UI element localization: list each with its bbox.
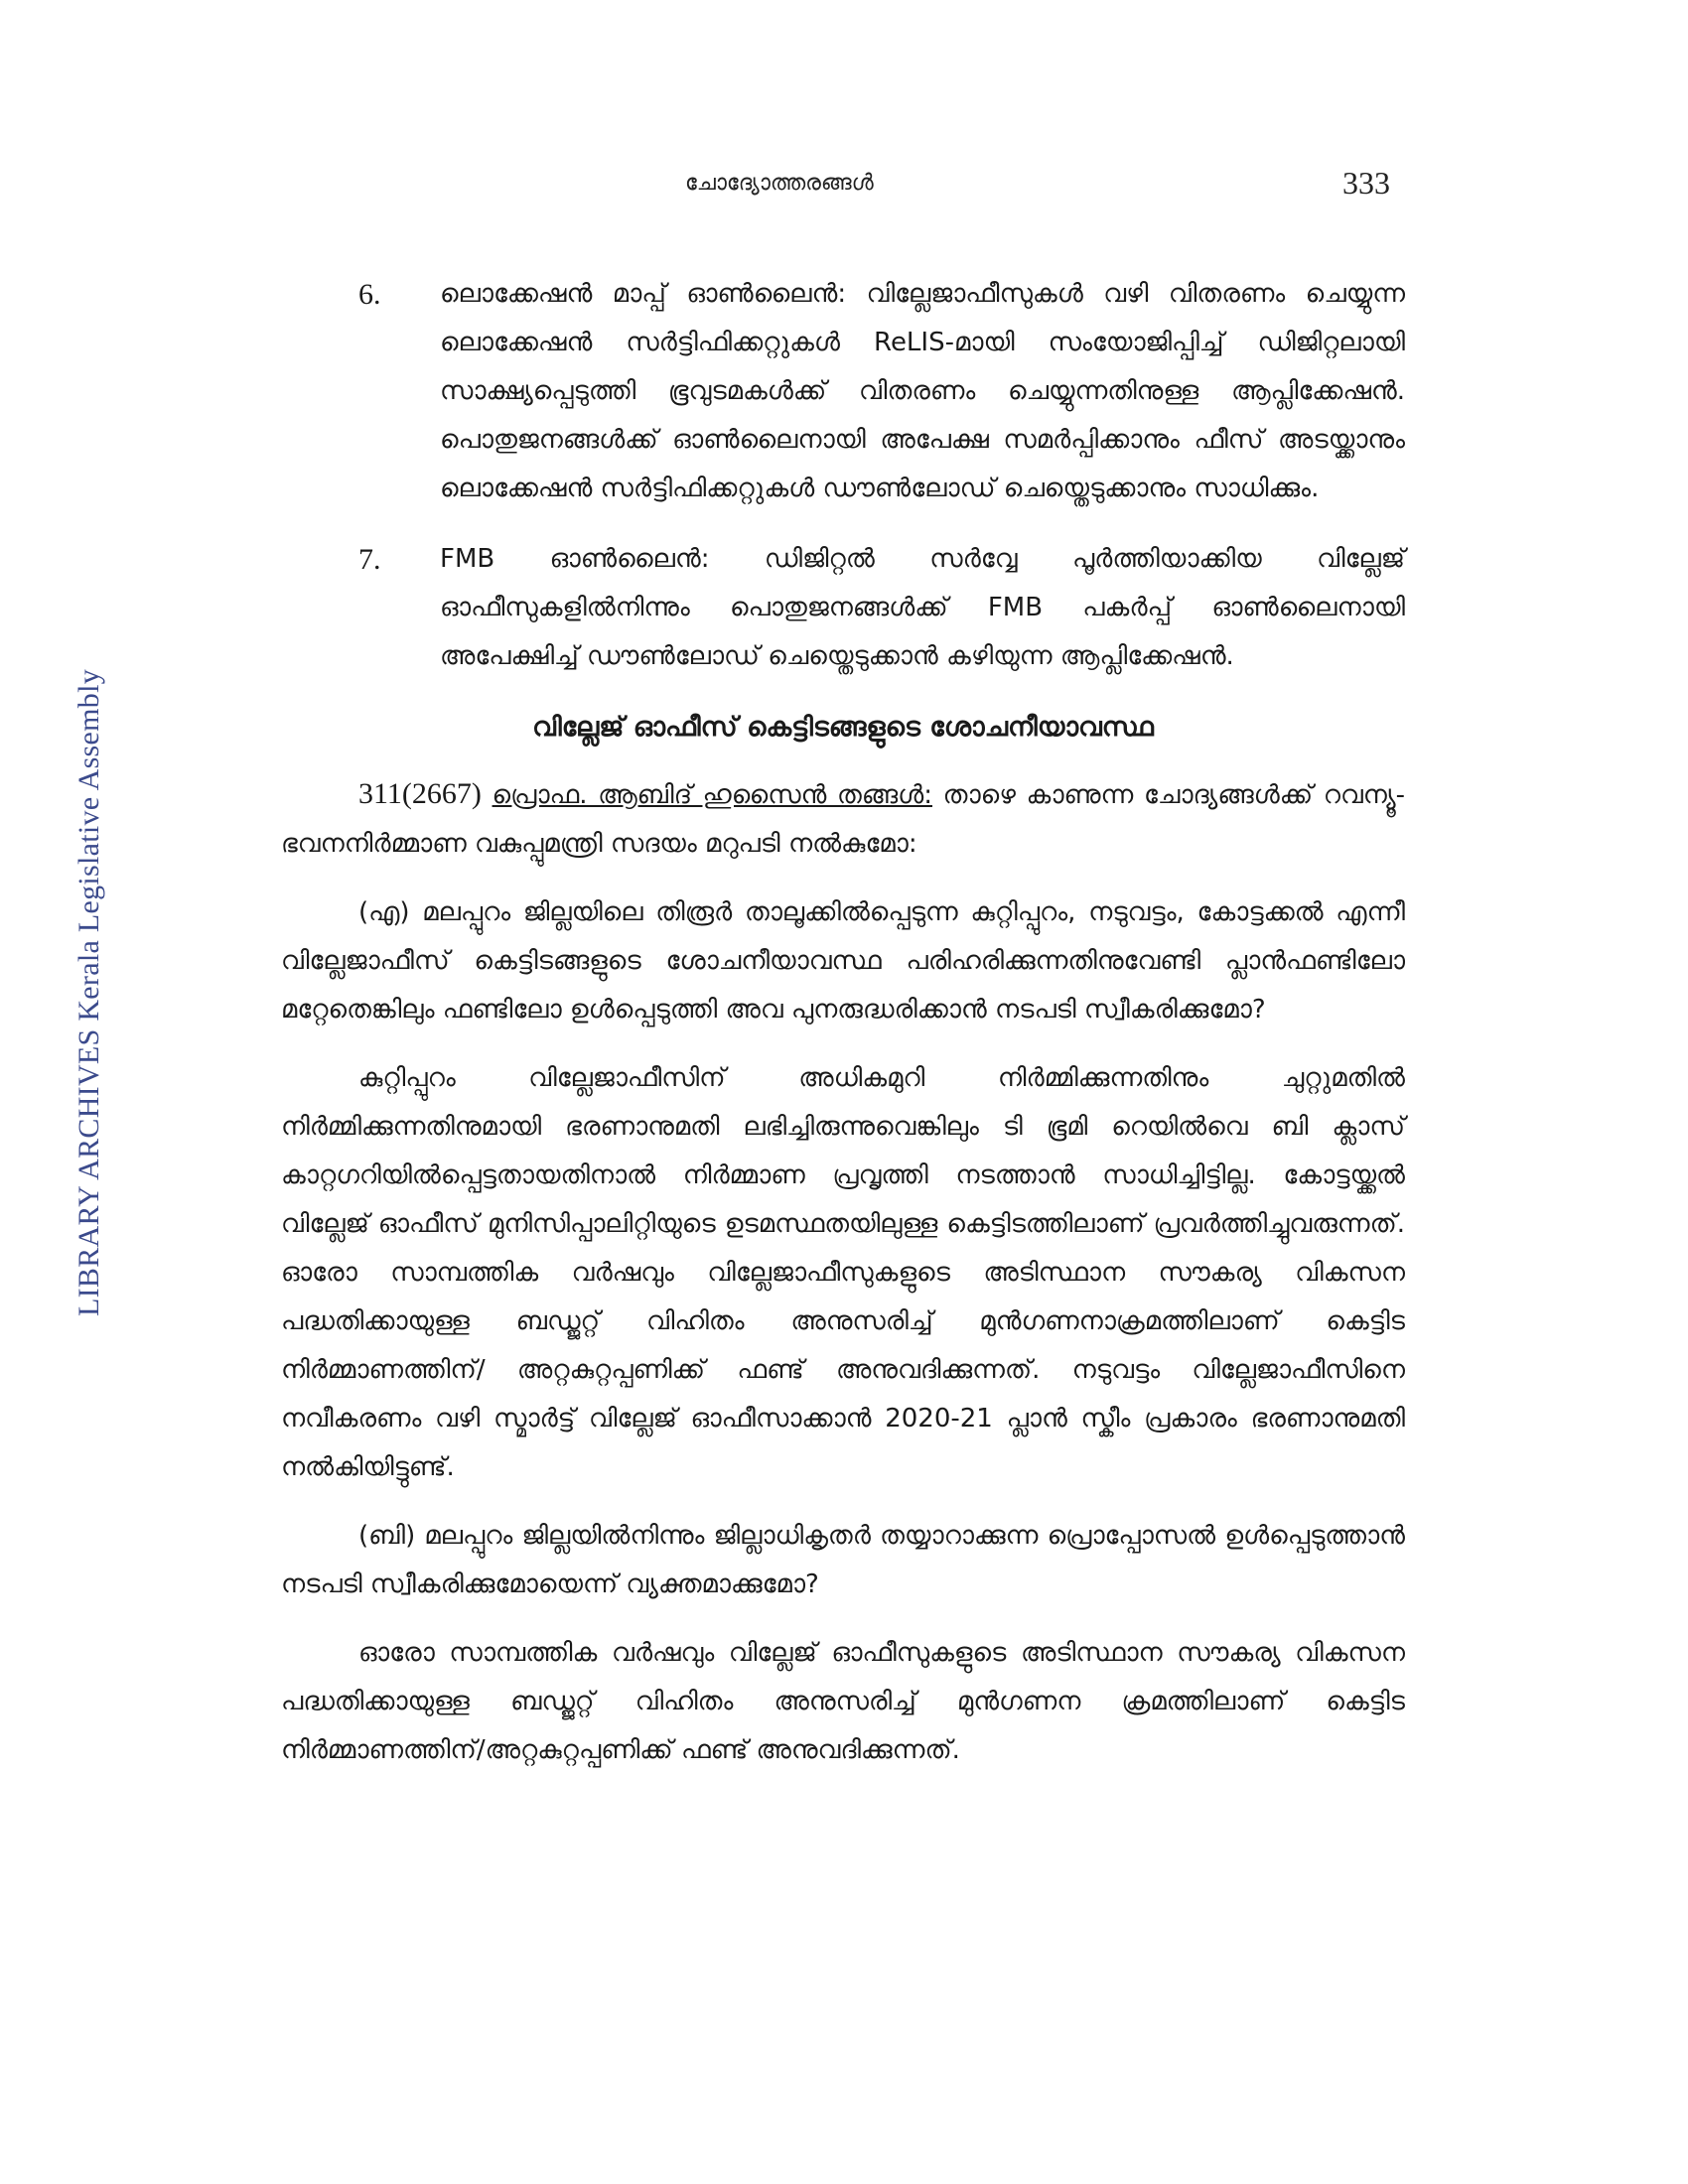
question-intro-text: താഴെ കാണുന്ന ചോദ്യങ്ങൾക്ക് റവന്യൂ-ഭവനനിർമ്മാണ വകുപ്പുമന്ത്രി സദയം മറുപടി നൽകുമോ: xyxy=(281,780,1406,859)
list-item-text: FMB ഓൺലൈൻ: ഡിജിറ്റൽ സർവ്വേ പൂർത്തിയാക്കിയ വില്ലേജ് ഓഫീസുകളിൽനിന്നും പൊതുജനങ്ങൾക്ക് FMB പകർപ്പ് ഓൺലൈനായി അപേക്ഷിച്ച് ഡൗൺലോഡ് ചെയ്തെടുക്കാൻ കഴിയുന്ന ആപ്ലിക്കേഷൻ. xyxy=(440,544,1405,671)
answer-part-a: കുറ്റിപ്പുറം വില്ലേജാഫീസിന് അധികമുറി നിർമ്മിക്കുന്നതിനും ചുറ്റുമതിൽ നിർമ്മിക്കുന്നതിനുമായി ഭരണാനുമതി ലഭിച്ചിരുന്നുവെങ്കിലും ടി ഭൂമി റെയിൽവെ ബി ക്ലാസ് കാറ്റഗറിയിൽപ്പെട്ടതായതിനാൽ നിർമ്മാണ പ്രവൃത്തി നടത്താൻ സാധിച്ചിട്ടില്ല. കോട്ടയ്ക്കൽ വില്ലേജ് ഓഫീസ് മുനിസിപ്പാലിറ്റിയുടെ ഉടമസ്ഥതയിലുള്ള കെട്ടിടത്തിലാണ് പ്രവർത്തിച്ചുവരുന്നത്. ഓരോ സാമ്പത്തിക വർഷവും വില്ലേജാഫീസുകളുടെ അടിസ്ഥാന സൗകര്യ വികസന പദ്ധതിക്കായുള്ള ബഡ്ജറ്റ് വിഹിതം അനുസരിച്ച് മുൻഗണനാക്രമത്തിലാണ് കെട്ടിട നിർമ്മാണത്തിന്/ അറ്റകുറ്റപ്പണിക്ക് ഫണ്ട് അനുവദിക്കുന്നത്. നടുവട്ടം വില്ലേജാഫീസിനെ നവീകരണം വഴി സ്മാർട്ട് വില്ലേജ് ഓഫീസാക്കാൻ 2020-21 പ്ലാൻ സ്കീം പ്രകാരം ഭരണാനുമതി നൽകിയിട്ടുണ്ട്. xyxy=(281,1063,1405,1482)
list-item-number: 7. xyxy=(358,543,381,576)
list-item-text: ലൊക്കേഷൻ മാപ്പ് ഓൺലൈൻ: വില്ലേജാഫീസുകൾ വഴി വിതരണം ചെയ്യുന്ന ലൊക്കേഷൻ സർട്ടിഫിക്കറ്റുകൾ ReLIS-മായി സംയോജിപ്പിച്ച് ഡിജിറ്റലായി സാക്ഷ്യപ്പെടുത്തി ഭൂവുടമകൾക്ക് വിതരണം ചെയ്യുന്നതിനുള്ള ആപ്ലിക്കേഷൻ. പൊതുജനങ്ങൾക്ക് ഓൺലൈനായി അപേക്ഷ സമർപ്പിക്കാനും ഫീസ് അടയ്ക്കാനും ലൊക്കേഷൻ സർട്ടിഫിക്കറ്റുകൾ ഡൗൺലോഡ് ചെയ്തെടുക്കാനും സാധിക്കും. xyxy=(440,279,1405,503)
question-part-b: (ബി) മലപ്പുറം ജില്ലയിൽനിന്നും ജില്ലാധികൃതർ തയ്യാറാക്കുന്ന പ്രൊപ്പോസൽ ഉൾപ്പെടുത്താൻ നടപടി സ്വീകരിക്കുമോയെന്ന് വ്യക്തമാക്കുമോ? xyxy=(281,1521,1405,1599)
list-item-number: 6. xyxy=(358,278,381,311)
answer-part-b: ഓരോ സാമ്പത്തിക വർഷവും വില്ലേജ് ഓഫീസുകളുടെ അടിസ്ഥാന സൗകര്യ വികസന പദ്ധതിക്കായുള്ള ബഡ്ജറ്റ് വിഹിതം അനുസരിച്ച് മുൻഗണന ക്രമത്തിലാണ് കെട്ടിട നിർമ്മാണത്തിന്/അറ്റകുറ്റപ്പണിക്ക് ഫണ്ട് അനുവദിക്കുന്നത്. xyxy=(281,1638,1405,1765)
archive-watermark: LIBRARY ARCHIVES Kerala Legislative Assembly xyxy=(72,668,105,1317)
running-header-title: ചോദ്യോത്തരങ്ങൾ xyxy=(685,171,874,196)
question-number: 311(2667) xyxy=(358,777,482,810)
question-intro xyxy=(281,769,1405,869)
page-number: 333 xyxy=(1342,165,1390,201)
section-heading: വില്ലേജ് ഓഫീസ് കെട്ടിടങ്ങളുടെ ശോചനീയാവസ്ഥ xyxy=(532,712,1154,743)
question-asker: പ്രൊഫ. ആബിദ് ഹുസൈൻ തങ്ങൾ: xyxy=(492,780,932,810)
document-body xyxy=(281,270,1405,1795)
list-item xyxy=(281,270,1405,513)
list-item xyxy=(281,535,1405,681)
question-part-a: (എ) മലപ്പുറം ജില്ലയിലെ തിരൂർ താലൂക്കിൽപ്പെടുന്ന കുറ്റിപ്പുറം, നടുവട്ടം, കോട്ടക്കൽ എന്നീ വില്ലേജാഫീസ് കെട്ടിടങ്ങളുടെ ശോചനീയാവസ്ഥ പരിഹരിക്കുന്നതിനുവേണ്ടി പ്ലാൻഫണ്ടിലോ മറ്റേതെങ്കിലും ഫണ്ടിലോ ഉൾപ്പെടുത്തി അവ പുനരുദ്ധരിക്കാൻ നടപടി സ്വീകരിക്കുമോ? xyxy=(281,897,1405,1024)
